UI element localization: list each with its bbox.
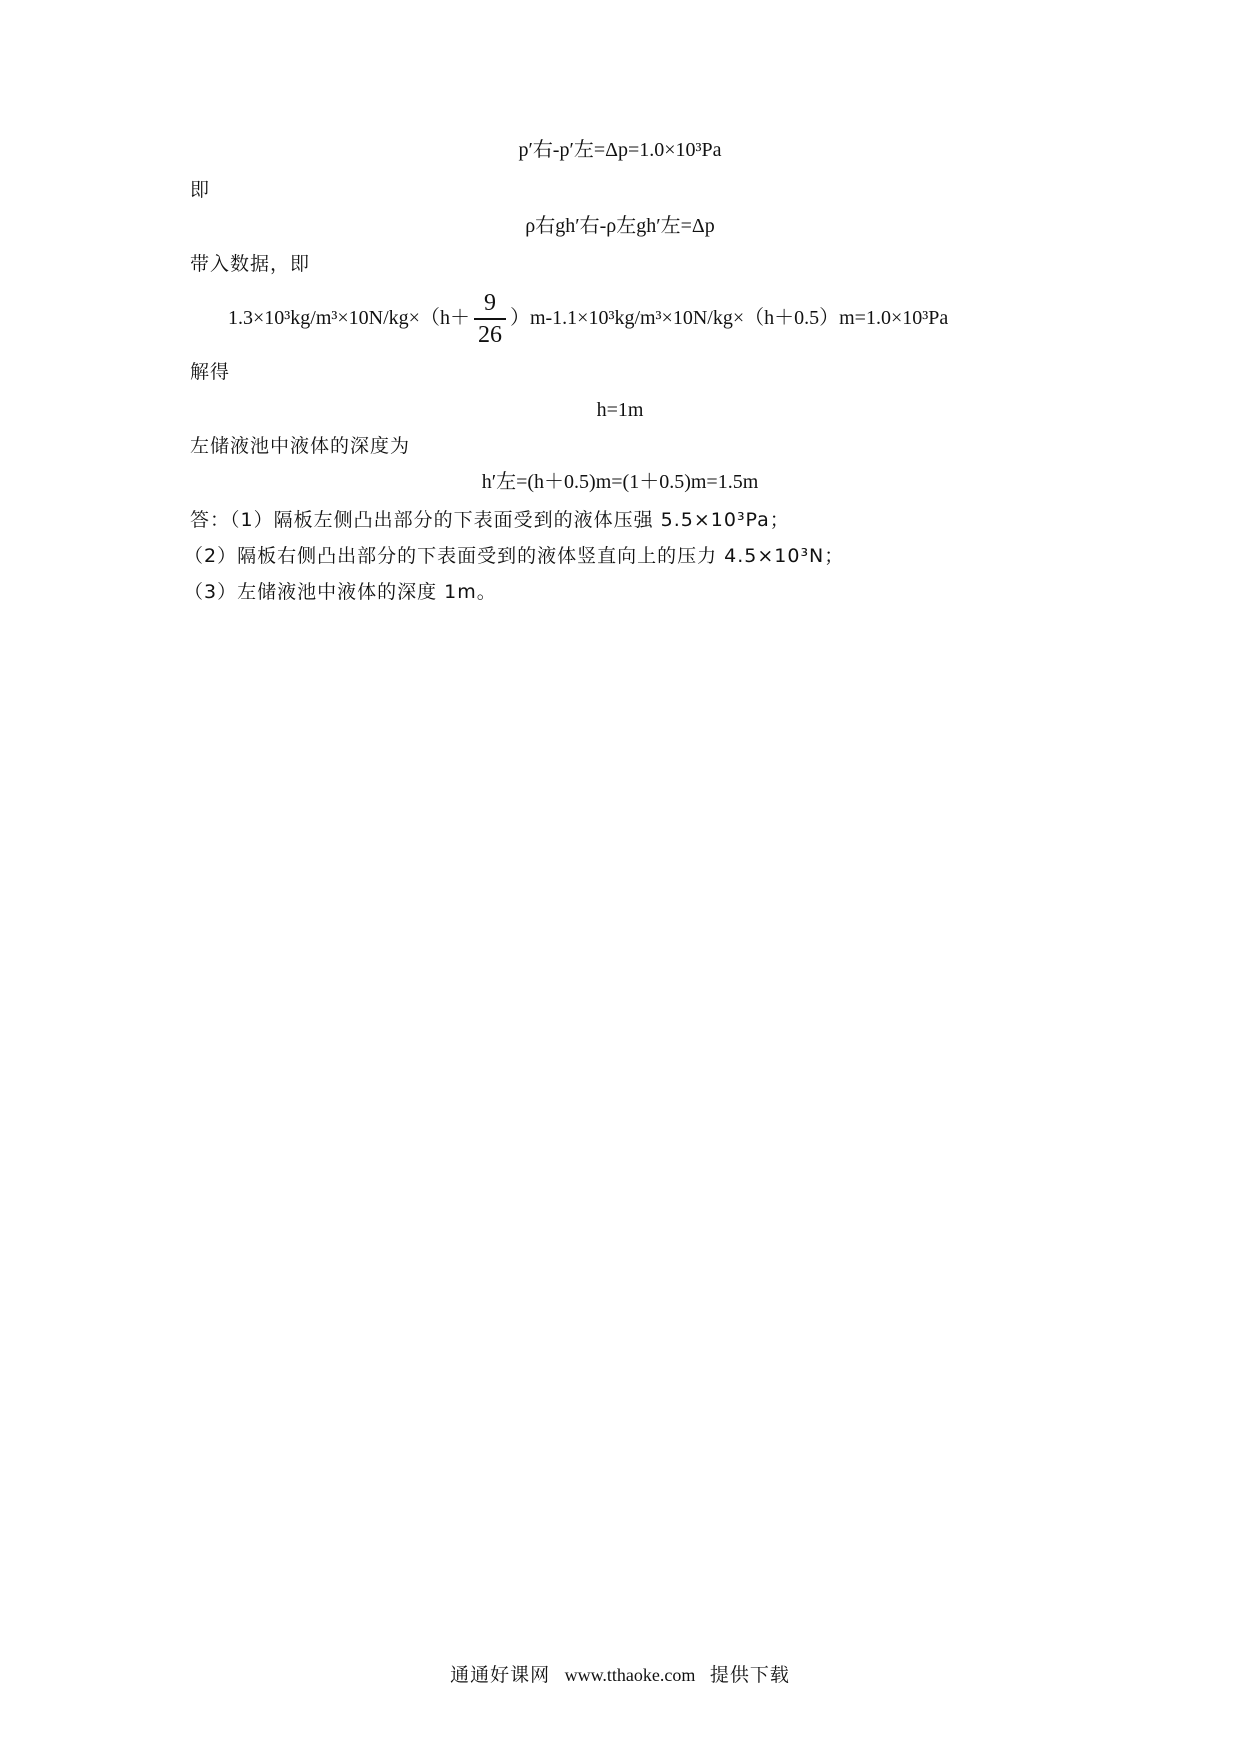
equation-text: p′右-p′左=Δp=1.0×10³Pa — [518, 139, 722, 161]
answer-2: （2）隔板右侧凸出部分的下表面受到的液体竖直向上的压力 4.5×10³N； — [184, 545, 845, 567]
equation-text: ρ右gh′右-ρ左gh′左=Δp — [525, 215, 715, 237]
text-ji: 即 — [190, 179, 211, 201]
fraction-numerator: 9 — [483, 290, 496, 317]
text-solve: 解得 — [190, 361, 231, 383]
footer-site-link[interactable]: www.tthaoke.com — [564, 1665, 696, 1685]
equation-pressure-difference — [0, 136, 1240, 164]
footer-brand: 通通好课网 — [450, 1664, 551, 1686]
page-footer — [0, 1660, 1240, 1687]
equation-substituted — [228, 286, 948, 350]
text-left-depth: 左储液池中液体的深度为 — [190, 435, 411, 457]
footer-suffix: 提供下载 — [709, 1664, 790, 1686]
answer-3: （3）左储液池中液体的深度 1m。 — [184, 581, 497, 603]
equation-density-form — [0, 212, 1240, 240]
equation-h-result — [0, 396, 1240, 424]
equation-text: h′左=(h＋0.5)m=(1＋0.5)m=1.5m — [481, 471, 759, 493]
equation-part-b: ）m-1.1×10³kg/m³×10N/kg×（h＋0.5）m=1.0×10³Pa — [509, 307, 949, 329]
fraction — [474, 288, 506, 350]
text-substitute-data: 带入数据，即 — [190, 253, 311, 275]
answer-1: 答：（1）隔板左侧凸出部分的下表面受到的液体压强 5.5×10³Pa； — [190, 509, 790, 531]
equation-part-a: 1.3×10³kg/m³×10N/kg×（h＋ — [228, 307, 470, 329]
fraction-denominator: 26 — [474, 318, 506, 350]
equation-text: h=1m — [596, 399, 644, 421]
equation-left-depth — [0, 468, 1240, 496]
